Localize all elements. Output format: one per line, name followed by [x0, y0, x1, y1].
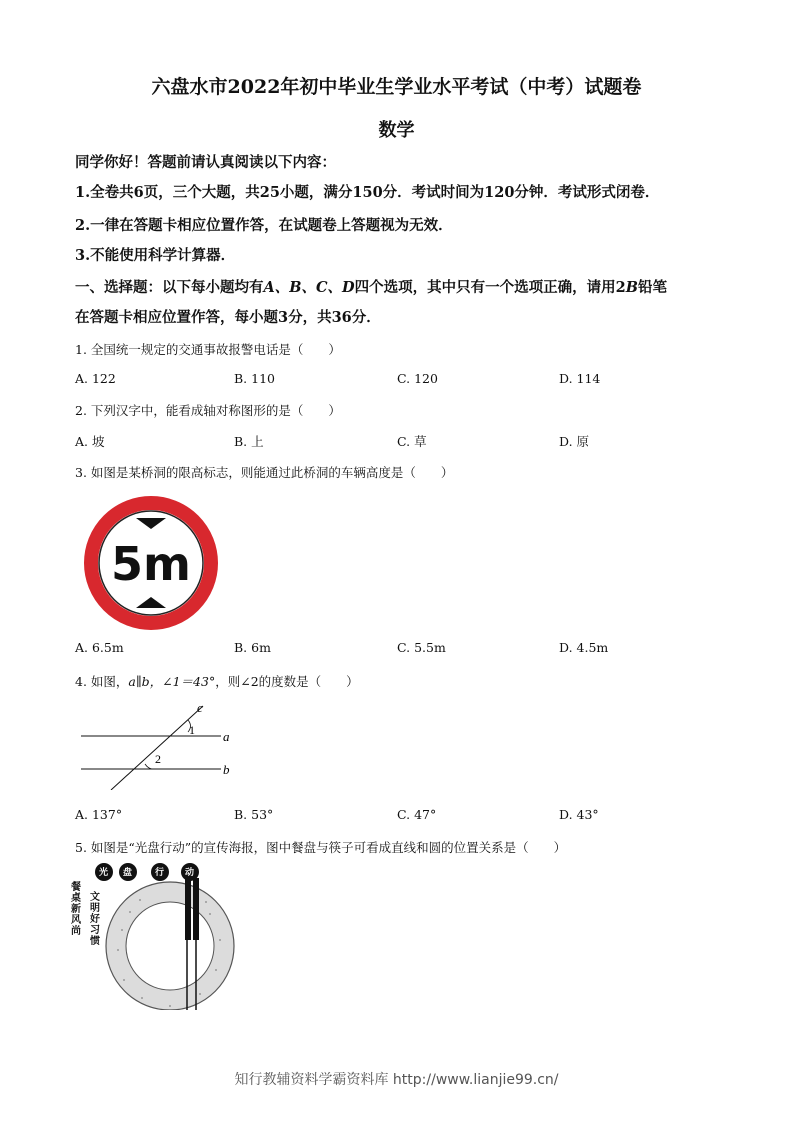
- instructions-greeting: 同学你好！答题前请认真阅读以下内容：: [75, 154, 336, 171]
- sign-text: 5m: [111, 537, 191, 591]
- question-3-option-a: A. 6.5m: [75, 640, 124, 655]
- question-4-option-d: D. 43°: [559, 807, 599, 822]
- section-suffix: 铅笔: [637, 279, 667, 296]
- question-2-option-a: A. 坡: [75, 434, 105, 449]
- question-4-option-c: C. 47°: [397, 807, 437, 822]
- poster-left-char-5: 尚: [71, 926, 81, 937]
- question-2-stem: 2. 下列汉字中，能看成轴对称图形的是（ ）: [75, 403, 341, 418]
- label-angle-2: 2: [155, 752, 161, 766]
- question-2-option-b: B. 上: [234, 434, 264, 449]
- question-1-option-d: D. 114: [559, 371, 601, 386]
- poster-char-3: 行: [155, 868, 165, 878]
- angle-2-arc: [145, 764, 155, 769]
- question-4-stem: [75, 672, 359, 690]
- section-prefix: 一、选择题：以下每小题均有: [75, 279, 264, 296]
- poster-char-4: 动: [185, 868, 195, 878]
- question-4-option-a: A. 137°: [75, 807, 123, 822]
- question-4-math: a∥b，∠1＝43°: [128, 674, 216, 689]
- line-c: [111, 706, 203, 790]
- instructions-item-1: 1.全卷共6页，三个大题，共25小题，满分150分．考试时间为120分钟．考试形式闭卷．: [75, 184, 660, 201]
- instructions-item-3: 3.不能使用科学计算器．: [75, 247, 236, 264]
- poster-left-char-4: 风: [71, 915, 81, 926]
- label-c: c: [197, 700, 203, 715]
- poster-left-char-1: 餐: [71, 882, 81, 893]
- poster-right-char-4: 习: [90, 925, 100, 936]
- question-1-option-b: B. 110: [234, 371, 275, 386]
- section-header-line-2: 在答题卡相应位置作答，每小题3分，共36分．: [75, 309, 381, 326]
- poster-right-char-1: 文: [90, 892, 100, 903]
- question-1-option-c: C. 120: [397, 371, 438, 386]
- poster-right-char-2: 明: [90, 903, 100, 914]
- height-limit-sign: [84, 496, 218, 630]
- chopstick-right: [193, 878, 199, 940]
- question-2-option-c: C. 草: [397, 434, 427, 449]
- label-a: a: [223, 729, 230, 744]
- question-4-suffix: ，则∠2的度数是（ ）: [215, 674, 359, 689]
- question-3-stem: 3. 如图是某桥洞的限高标志，则能通过此桥洞的车辆高度是（ ）: [75, 465, 454, 480]
- poster-right-text: [90, 892, 102, 947]
- poster-char-1: 光: [99, 868, 109, 878]
- question-4-option-b: B. 53°: [234, 807, 274, 822]
- page-footer: 知行教辅资料学霸资料库 http://www.lianjie99.cn/: [234, 1072, 559, 1088]
- question-1-stem: 1. 全国统一规定的交通事故报警电话是（ ）: [75, 342, 341, 357]
- question-1-option-a: A. 122: [75, 371, 116, 386]
- instructions-item-2: 2.一律在答题卡相应位置作答，在试题卷上答题视为无效．: [75, 217, 453, 234]
- plate-inner: [126, 902, 214, 990]
- section-b: B: [625, 279, 638, 296]
- question-5-stem: 5. 如图是“光盘行动”的宣传海报，图中餐盘与筷子可看成直线和圆的位置关系是（ ）: [75, 840, 567, 855]
- poster-left-char-2: 桌: [71, 893, 81, 904]
- question-2-option-d: D. 原: [559, 434, 590, 449]
- section-mid: 四个选项，其中只有一个选项正确，请用2: [354, 279, 626, 296]
- poster-left-char-3: 新: [71, 904, 81, 915]
- chopstick-left: [185, 878, 191, 940]
- exam-subject: 数学: [378, 120, 415, 141]
- poster-left-text: [71, 882, 83, 937]
- poster-right-char-3: 好: [90, 914, 100, 925]
- clean-plate-poster: [70, 860, 240, 1010]
- poster-char-2: 盘: [123, 868, 133, 878]
- section-letters: A、B、C、D: [263, 279, 355, 296]
- poster-right-char-5: 惯: [90, 936, 100, 947]
- section-header-line-1: [75, 276, 667, 297]
- question-3-option-b: B. 6m: [234, 640, 271, 655]
- label-b: b: [223, 762, 230, 777]
- label-angle-1: 1: [189, 723, 195, 737]
- question-3-option-d: D. 4.5m: [559, 640, 609, 655]
- parallel-lines-figure: [75, 698, 245, 790]
- question-3-option-c: C. 5.5m: [397, 640, 446, 655]
- exam-title: 六盘水市2022年初中毕业生学业水平考试（中考）试题卷: [151, 76, 642, 98]
- question-4-prefix: 4. 如图，: [75, 674, 129, 689]
